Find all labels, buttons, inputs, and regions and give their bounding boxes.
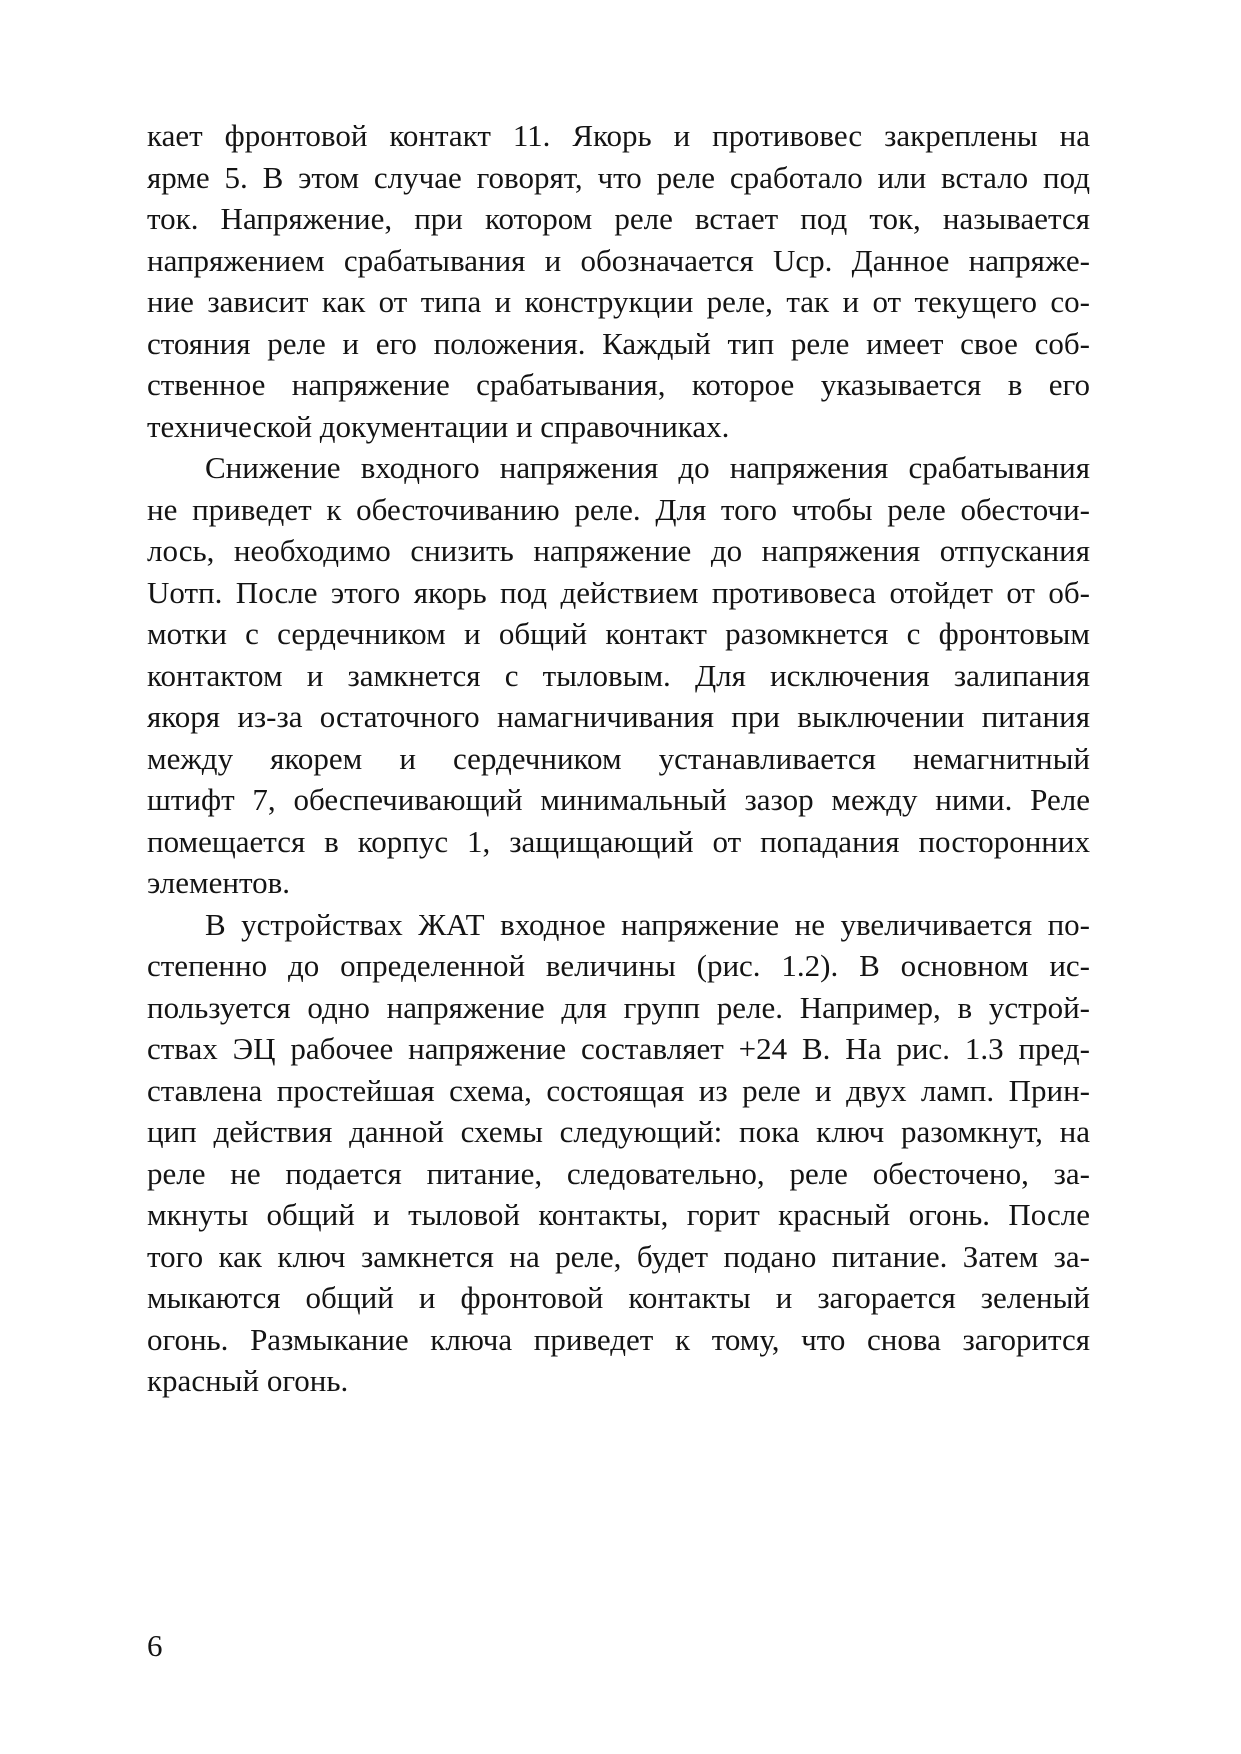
- text-line: не приведет к обесточиванию реле. Для того чтобы реле обесточи-: [147, 491, 1090, 527]
- text-line: огонь. Размыкание ключа приведет к тому, что снова загорится: [147, 1321, 1090, 1357]
- text-line: красный огонь.: [147, 1363, 349, 1398]
- text-line: цип действия данной схемы следующий: пока ключ разомкнут, на: [147, 1114, 1090, 1149]
- text-line: ток. Напряжение, при котором реле встает под ток, называется: [147, 201, 1090, 236]
- paragraph-2: [147, 447, 1090, 904]
- text-line: степенно до определенной величины (рис. 1.2). В основном ис-: [147, 948, 1090, 983]
- paragraph-3: [147, 904, 1090, 1402]
- body-text: [147, 115, 1090, 1402]
- text-line: элементов.: [147, 865, 290, 900]
- text-line: напряжением срабатывания и обозначается Uср. Данное напряже-: [147, 242, 1090, 278]
- text-line: ярме 5. В этом случае говорят, что реле сработало или встало под: [147, 159, 1090, 195]
- text-line: Снижение входного напряжения до напряжения срабатывания: [205, 450, 1090, 485]
- text-line: между якорем и сердечником устанавливается немагнитный: [147, 740, 1090, 776]
- text-line: кает фронтовой контакт 11. Якорь и противовес закреплены на: [147, 118, 1090, 153]
- text-line: того как ключ замкнется на реле, будет подано питание. Затем за-: [147, 1238, 1090, 1274]
- text-line: реле не подается питание, следовательно, реле обесточено, за-: [147, 1155, 1090, 1191]
- text-line: контактом и замкнется с тыловым. Для исключения залипания: [147, 657, 1090, 693]
- text-line: технической документации и справочниках.: [147, 408, 730, 444]
- text-line: В устройствах ЖАТ входное напряжение не увеличивается по-: [205, 906, 1090, 942]
- text-line: ствах ЭЦ рабочее напряжение составляет +24 В. На рис. 1.3 пред-: [147, 1031, 1090, 1066]
- text-line: штифт 7, обеспечивающий минимальный зазор между ними. Реле: [147, 782, 1090, 817]
- text-line: Uотп. После этого якорь под действием противовеса отойдет от об-: [147, 574, 1090, 610]
- text-line: лось, необходимо снизить напряжение до напряжения отпускания: [147, 533, 1090, 568]
- page-number: 6: [147, 1628, 163, 1663]
- paragraph-1: [147, 115, 1090, 447]
- text-line: мкнуты общий и тыловой контакты, горит красный огонь. После: [147, 1197, 1090, 1232]
- text-line: пользуется одно напряжение для групп реле. Например, в устрой-: [147, 989, 1090, 1025]
- text-line: помещается в корпус 1, защищающий от попадания посторонних: [147, 823, 1090, 859]
- text-line: ставлена простейшая схема, состоящая из реле и двух ламп. Прин-: [147, 1072, 1090, 1108]
- text-line: ственное напряжение срабатывания, которое указывается в его: [147, 367, 1090, 402]
- text-line: якоря из-за остаточного намагничивания при выключении питания: [147, 699, 1090, 734]
- text-line: мыкаются общий и фронтовой контакты и загорается зеленый: [147, 1280, 1090, 1315]
- text-line: стояния реле и его положения. Каждый тип реле имеет свое соб-: [147, 325, 1090, 361]
- text-line: ние зависит как от типа и конструкции реле, так и от текущего со-: [147, 284, 1090, 319]
- text-line: мотки с сердечником и общий контакт разомкнется с фронтовым: [147, 616, 1090, 651]
